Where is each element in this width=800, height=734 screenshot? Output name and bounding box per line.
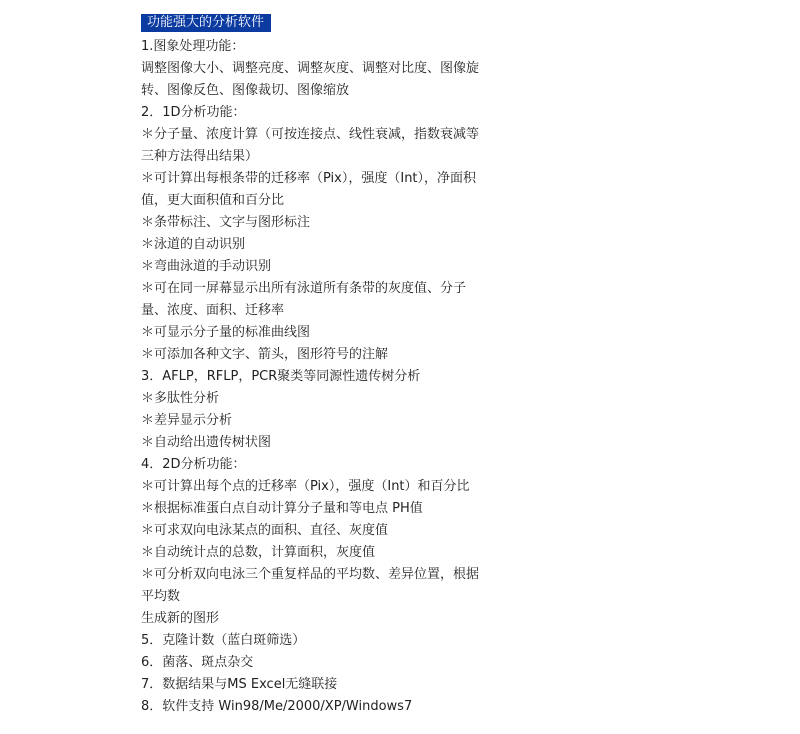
text-line: 5．克隆计数（蓝白斑筛选） — [141, 633, 306, 648]
text-line: ＊可计算出每个点的迁移率（Pix），强度（Int）和百分比 — [141, 479, 470, 494]
text-line: ＊泳道的自动识别 — [141, 237, 246, 252]
text-line: ＊可分析双向电泳三个重复样品的平均数、差异位置，根据 — [141, 567, 480, 582]
feature-list — [141, 36, 581, 718]
text-line: 1.图象处理功能： — [141, 39, 245, 54]
text-line: ＊差异显示分析 — [141, 413, 233, 428]
text-line: ＊可计算出每根条带的迁移率（Pix），强度（Int），净面积 — [141, 171, 477, 186]
section-title: 功能强大的分析软件 — [141, 14, 271, 32]
text-line: ＊可在同一屏幕显示出所有泳道所有条带的灰度值、分子 — [141, 281, 467, 296]
text-line: 8．软件支持 Win98/Me/2000/XP/Windows7 — [141, 699, 413, 714]
text-line: 3．AFLP，RFLP，PCR聚类等同源性遗传树分析 — [141, 369, 421, 384]
text-line: ＊条带标注、文字与图形标注 — [141, 215, 311, 230]
text-line: 4．2D分析功能： — [141, 457, 246, 472]
text-line: 值，更大面积值和百分比 — [141, 193, 285, 208]
text-line: 三种方法得出结果） — [141, 149, 259, 164]
text-line: ＊可求双向电泳某点的面积、直径、灰度值 — [141, 523, 389, 538]
text-line: ＊自动统计点的总数，计算面积，灰度值 — [141, 545, 376, 560]
text-line: 调整图像大小、调整亮度、调整灰度、调整对比度、图像旋 — [141, 61, 480, 76]
text-line: 量、浓度、面积、迁移率 — [141, 303, 285, 318]
text-line: ＊根据标准蛋白点自动计算分子量和等电点 PH值 — [141, 501, 423, 516]
text-line: 平均数 — [141, 589, 181, 604]
text-line: 7．数据结果与MS Excel无缝联接 — [141, 677, 338, 692]
document-body — [141, 11, 581, 718]
text-line: 生成新的图形 — [141, 611, 220, 626]
text-line: 6．菌落、斑点杂交 — [141, 655, 254, 670]
text-line: ＊分子量、浓度计算（可按连接点、线性衰减，指数衰减等 — [141, 127, 480, 142]
text-line: ＊可显示分子量的标准曲线图 — [141, 325, 311, 340]
text-line: ＊弯曲泳道的手动识别 — [141, 259, 272, 274]
text-line: ＊自动给出遗传树状图 — [141, 435, 272, 450]
text-line: 转、图像反色、图像裁切、图像缩放 — [141, 83, 350, 98]
text-line: ＊可添加各种文字、箭头，图形符号的注解 — [141, 347, 389, 362]
text-line: 2．1D分析功能： — [141, 105, 246, 120]
text-line: ＊多肽性分析 — [141, 391, 220, 406]
